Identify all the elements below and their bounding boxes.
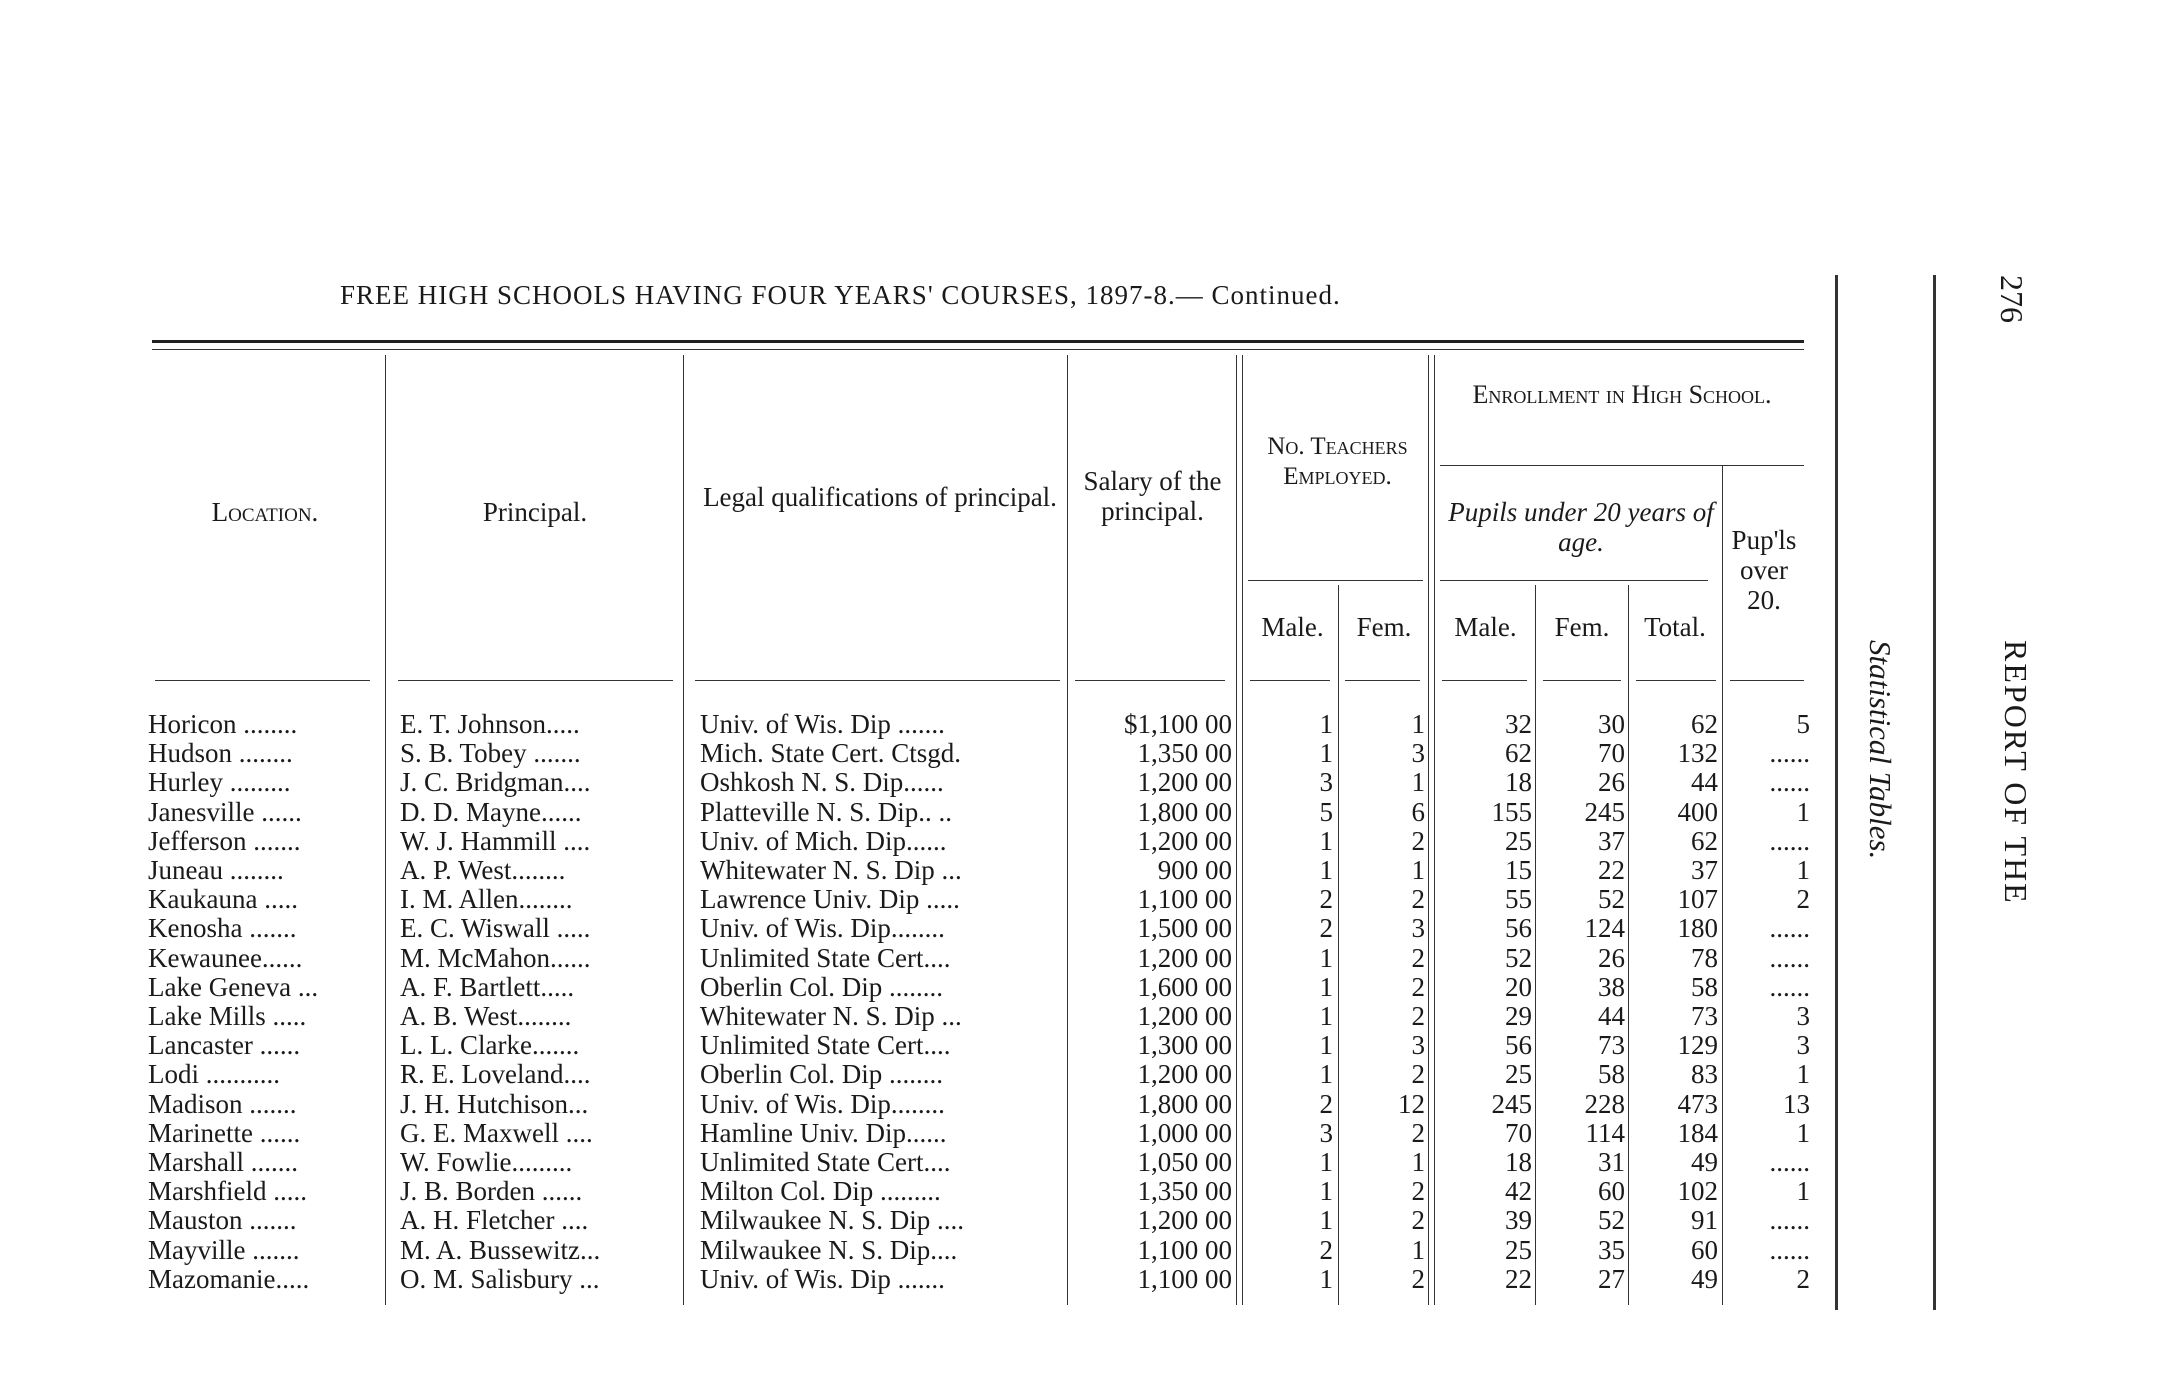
cell-t-male: 2 [1319,884,1333,915]
cell-qual: Unlimited State Cert.... [700,1030,951,1061]
cell-salary: 1,350 00 [1137,1176,1232,1207]
cell-p-total: 44 [1691,767,1718,798]
outer-rule [1933,275,1936,1310]
cell-t-fem: 2 [1411,1176,1425,1207]
cell-over: 2 [1796,884,1810,915]
cell-p-total: 184 [1677,1117,1718,1148]
cell-qual: Univ. of Wis. Dip ....... [700,1263,945,1294]
cell-salary: 1,500 00 [1137,913,1232,944]
divider [1236,355,1237,1305]
cell-p-fem: 52 [1598,1205,1625,1236]
cell-salary: 1,100 00 [1137,1234,1232,1265]
cell-principal: L. L. Clarke....... [400,1030,580,1061]
cell-p-fem: 124 [1584,913,1625,944]
cell-p-male: 155 [1491,796,1532,827]
divider [1535,585,1536,1305]
cell-t-male: 1 [1319,738,1333,769]
divider [1628,585,1629,1305]
cell-salary: 1,350 00 [1137,738,1232,769]
cell-salary: 1,200 00 [1137,1059,1232,1090]
cell-location: Marshall ....... [148,1147,298,1177]
cell-p-male: 62 [1505,738,1532,769]
cell-location: Mayville ....... [148,1234,300,1265]
cell-over: 1 [1796,796,1810,827]
cell-t-fem: 2 [1411,1059,1425,1090]
cell-over: 1 [1796,1117,1810,1148]
hdr-bottom [1636,680,1716,681]
cell-t-male: 2 [1319,1234,1333,1265]
divider [683,355,684,1305]
cell-p-fem: 114 [1585,1117,1625,1148]
divider [1242,355,1243,1305]
cell-p-fem: 245 [1584,796,1625,827]
cell-p-fem: 26 [1598,942,1625,973]
cell-salary: 1,100 00 [1137,1263,1232,1294]
cell-p-total: 400 [1677,796,1718,827]
cell-p-total: 473 [1677,1088,1718,1119]
right-rule [1835,275,1838,1310]
divider [1722,465,1723,1305]
header-pupils-total: Total. [1644,612,1706,642]
cell-p-male: 29 [1505,1001,1532,1031]
cell-salary: $1,100 00 [1124,709,1232,739]
cell-t-male: 1 [1319,971,1333,1002]
cell-location: Lancaster ...... [148,1030,301,1061]
cell-p-fem: 37 [1598,825,1625,856]
cell-salary: 1,600 00 [1137,971,1232,1002]
cell-location: Madison ....... [148,1088,297,1119]
cell-salary: 1,200 00 [1137,1205,1232,1236]
cell-p-fem: 70 [1598,738,1625,769]
cell-location: Lake Mills ..... [148,1001,307,1031]
cell-qual: Univ. of Wis. Dip........ [700,913,945,944]
cell-p-fem: 38 [1598,971,1625,1002]
cell-over: ...... [1769,913,1810,944]
cell-location: Jefferson ....... [148,825,301,856]
cell-t-male: 2 [1319,913,1333,944]
cell-t-fem: 2 [1411,1205,1425,1236]
cell-t-male: 1 [1319,1176,1333,1207]
cell-p-fem: 228 [1584,1088,1625,1119]
cell-over: 13 [1783,1088,1810,1119]
divider [1338,585,1339,1305]
top-rule-2 [152,349,1804,350]
cell-p-total: 49 [1691,1147,1718,1177]
cell-p-total: 62 [1691,825,1718,856]
cell-qual: Univ. of Wis. Dip ....... [700,709,945,739]
cell-salary: 1,200 00 [1137,825,1232,856]
side-title: Statistical Tables. [1863,640,1898,860]
cell-p-male: 25 [1505,1059,1532,1090]
header-teachers-male: Male. [1261,612,1324,642]
cell-over: ...... [1769,738,1810,769]
cell-over: ...... [1769,942,1810,973]
divider [1067,355,1068,1305]
cell-p-male: 18 [1505,1147,1532,1177]
hdr-bottom [1442,680,1527,681]
cell-principal: A. B. West........ [400,1001,572,1031]
cell-p-fem: 35 [1598,1234,1625,1265]
cell-p-fem: 44 [1598,1001,1625,1031]
cell-t-fem: 12 [1398,1088,1425,1119]
cell-p-total: 107 [1677,884,1718,915]
cell-p-male: 15 [1505,855,1532,885]
cell-t-male: 1 [1319,1001,1333,1031]
cell-over: 1 [1796,855,1810,885]
cell-over: ...... [1769,825,1810,856]
cell-location: Mazomanie..... [148,1263,310,1294]
cell-t-fem: 1 [1411,855,1425,885]
cell-t-fem: 3 [1411,1030,1425,1061]
cell-t-fem: 2 [1411,884,1425,915]
cell-t-male: 5 [1319,796,1333,827]
cell-t-fem: 6 [1411,796,1425,827]
cell-t-fem: 2 [1411,825,1425,856]
cell-over: ...... [1769,1205,1810,1236]
cell-p-total: 37 [1691,855,1718,885]
cell-location: Marshfield ..... [148,1176,307,1207]
cell-salary: 1,800 00 [1137,1088,1232,1119]
cell-principal: W. Fowlie......... [400,1147,573,1177]
cell-p-fem: 26 [1598,767,1625,798]
cell-location: Kewaunee...... [148,942,303,973]
cell-location: Lake Geneva ... [148,971,319,1002]
cell-qual: Oberlin Col. Dip ........ [700,1059,943,1090]
cell-p-male: 70 [1505,1117,1532,1148]
cell-qual: Unlimited State Cert.... [700,1147,951,1177]
header-location: Location. [211,497,319,527]
cell-t-fem: 1 [1411,1147,1425,1177]
cell-t-male: 3 [1319,1117,1333,1148]
cell-p-total: 78 [1691,942,1718,973]
hdr-bottom [1075,680,1225,681]
cell-t-male: 1 [1319,1205,1333,1236]
cell-p-fem: 22 [1598,855,1625,885]
cell-qual: Whitewater N. S. Dip ... [700,1001,962,1031]
cell-t-male: 2 [1319,1088,1333,1119]
cell-p-total: 91 [1691,1205,1718,1236]
running-head: REPORT OF THE [1998,640,2034,905]
enroll-rule [1440,465,1804,466]
cell-over: 1 [1796,1059,1810,1090]
cell-salary: 1,200 00 [1137,942,1232,973]
cell-p-total: 60 [1691,1234,1718,1265]
cell-principal: E. C. Wiswall ..... [400,913,591,944]
cell-salary: 1,800 00 [1137,796,1232,827]
cell-location: Lodi ........... [148,1059,280,1090]
cell-t-male: 1 [1319,1059,1333,1090]
cell-over: 2 [1796,1263,1810,1294]
header-pupils-over: Pup'ls over 20. [1731,525,1797,615]
header-pupils-fem: Fem. [1554,612,1610,642]
cell-t-fem: 2 [1411,1001,1425,1031]
cell-t-fem: 3 [1411,913,1425,944]
cell-t-male: 1 [1319,855,1333,885]
cell-qual: Whitewater N. S. Dip ... [700,855,962,885]
header-pupils-under: Pupils under 20 years of age. [1448,497,1714,557]
cell-qual: Lawrence Univ. Dip ..... [700,884,960,915]
divider [1428,355,1429,1305]
cell-salary: 1,200 00 [1137,767,1232,798]
cell-p-fem: 31 [1598,1147,1625,1177]
cell-p-male: 39 [1505,1205,1532,1236]
cell-p-fem: 52 [1598,884,1625,915]
cell-t-male: 1 [1319,1263,1333,1294]
cell-p-fem: 73 [1598,1030,1625,1061]
cell-p-male: 245 [1491,1088,1532,1119]
cell-principal: A. P. West........ [400,855,566,885]
cell-principal: I. M. Allen........ [400,884,573,915]
cell-p-male: 20 [1505,971,1532,1002]
cell-t-male: 1 [1319,825,1333,856]
cell-p-total: 73 [1691,1001,1718,1031]
cell-over: 5 [1796,709,1810,739]
teach-rule [1248,580,1423,581]
cell-p-fem: 30 [1598,709,1625,739]
cell-over: ...... [1769,971,1810,1002]
cell-salary: 1,200 00 [1137,1001,1232,1031]
cell-location: Kaukauna ..... [148,884,298,915]
cell-p-fem: 60 [1598,1176,1625,1207]
cell-over: 3 [1796,1001,1810,1031]
cell-qual: Oshkosh N. S. Dip...... [700,767,944,798]
pupils-rule [1440,580,1708,581]
cell-t-male: 3 [1319,767,1333,798]
hdr-bottom [1250,680,1330,681]
cell-qual: Hamline Univ. Dip...... [700,1117,947,1148]
cell-salary: 1,000 00 [1137,1117,1232,1148]
cell-p-male: 42 [1505,1176,1532,1207]
cell-qual: Mich. State Cert. Ctsgd. [700,738,961,769]
header-salary: Salary of the principal. [1083,466,1222,526]
cell-principal: M. A. Bussewitz... [400,1234,601,1265]
cell-principal: J. C. Bridgman.... [400,767,591,798]
cell-principal: G. E. Maxwell .... [400,1117,593,1148]
cell-p-total: 83 [1691,1059,1718,1090]
cell-p-male: 52 [1505,942,1532,973]
cell-t-male: 1 [1319,1147,1333,1177]
cell-principal: O. M. Salisbury ... [400,1263,600,1294]
cell-qual: Unlimited State Cert.... [700,942,951,973]
cell-principal: M. McMahon...... [400,942,591,973]
hdr-bottom [398,680,673,681]
cell-p-fem: 58 [1598,1059,1625,1090]
header-qualifications: Legal qualifications of principal. [703,482,1057,512]
cell-salary: 900 00 [1157,855,1232,885]
cell-over: 3 [1796,1030,1810,1061]
cell-over: ...... [1769,1147,1810,1177]
header-enrollment: Enrollment in High School. [1472,380,1772,409]
cell-over: ...... [1769,1234,1810,1265]
hdr-bottom [1543,680,1621,681]
cell-principal: A. H. Fletcher .... [400,1205,589,1236]
header-pupils-male: Male. [1454,612,1517,642]
cell-p-male: 25 [1505,1234,1532,1265]
cell-t-fem: 2 [1411,1117,1425,1148]
cell-salary: 1,050 00 [1137,1147,1232,1177]
cell-location: Juneau ........ [148,855,284,885]
page-number: 276 [1994,275,2030,323]
cell-p-total: 132 [1677,738,1718,769]
cell-p-total: 129 [1677,1030,1718,1061]
cell-p-total: 49 [1691,1263,1718,1294]
cell-p-male: 22 [1505,1263,1532,1294]
cell-location: Horicon ........ [148,709,298,739]
header-principal: Principal. [482,497,588,527]
cell-principal: S. B. Tobey ....... [400,738,581,769]
cell-t-fem: 3 [1411,738,1425,769]
header-teachers-fem: Fem. [1356,612,1412,642]
cell-principal: W. J. Hammill .... [400,825,591,856]
cell-salary: 1,300 00 [1137,1030,1232,1061]
cell-t-fem: 1 [1411,767,1425,798]
cell-p-total: 58 [1691,971,1718,1002]
hdr-bottom [155,680,370,681]
cell-location: Kenosha ....... [148,913,297,944]
cell-qual: Milton Col. Dip ......... [700,1176,941,1207]
cell-qual: Milwaukee N. S. Dip .... [700,1205,964,1236]
cell-over: 1 [1796,1176,1810,1207]
cell-principal: A. F. Bartlett..... [400,971,575,1002]
cell-t-fem: 1 [1411,1234,1425,1265]
cell-principal: J. B. Borden ...... [400,1176,583,1207]
cell-location: Hudson ........ [148,738,293,769]
cell-p-male: 55 [1505,884,1532,915]
cell-p-total: 180 [1677,913,1718,944]
cell-t-male: 1 [1319,942,1333,973]
cell-p-total: 102 [1677,1176,1718,1207]
cell-t-fem: 2 [1411,971,1425,1002]
cell-principal: D. D. Mayne...... [400,796,582,827]
cell-location: Hurley ......... [148,767,291,798]
cell-p-male: 32 [1505,709,1532,739]
cell-t-fem: 2 [1411,942,1425,973]
divider [1434,355,1435,1305]
cell-principal: R. E. Loveland.... [400,1059,591,1090]
cell-location: Marinette ...... [148,1117,301,1148]
hdr-bottom [1730,680,1804,681]
cell-t-male: 1 [1319,1030,1333,1061]
header-teachers: No. Teachers Employed. [1267,433,1408,490]
cell-qual: Univ. of Mich. Dip...... [700,825,947,856]
top-rule [152,340,1804,343]
cell-principal: E. T. Johnson..... [400,709,580,739]
cell-qual: Univ. of Wis. Dip........ [700,1088,945,1119]
page-title: FREE HIGH SCHOOLS HAVING FOUR YEARS' COURSES, 1897-8.— Continued. [340,280,1341,310]
cell-t-male: 1 [1319,709,1333,739]
cell-qual: Milwaukee N. S. Dip.... [700,1234,958,1265]
divider [385,355,386,1305]
cell-p-total: 62 [1691,709,1718,739]
cell-principal: J. H. Hutchison... [400,1088,589,1119]
hdr-bottom [1345,680,1420,681]
cell-t-fem: 2 [1411,1263,1425,1294]
cell-qual: Platteville N. S. Dip.. .. [700,796,952,827]
cell-p-male: 56 [1505,913,1532,944]
cell-salary: 1,100 00 [1137,884,1232,915]
cell-location: Janesville ...... [148,796,302,827]
cell-qual: Oberlin Col. Dip ........ [700,971,943,1002]
cell-p-male: 25 [1505,825,1532,856]
cell-p-male: 18 [1505,767,1532,798]
cell-over: ...... [1769,767,1810,798]
cell-p-fem: 27 [1598,1263,1625,1294]
cell-location: Mauston ....... [148,1205,297,1236]
cell-p-male: 56 [1505,1030,1532,1061]
hdr-bottom [695,680,1060,681]
cell-t-fem: 1 [1411,709,1425,739]
